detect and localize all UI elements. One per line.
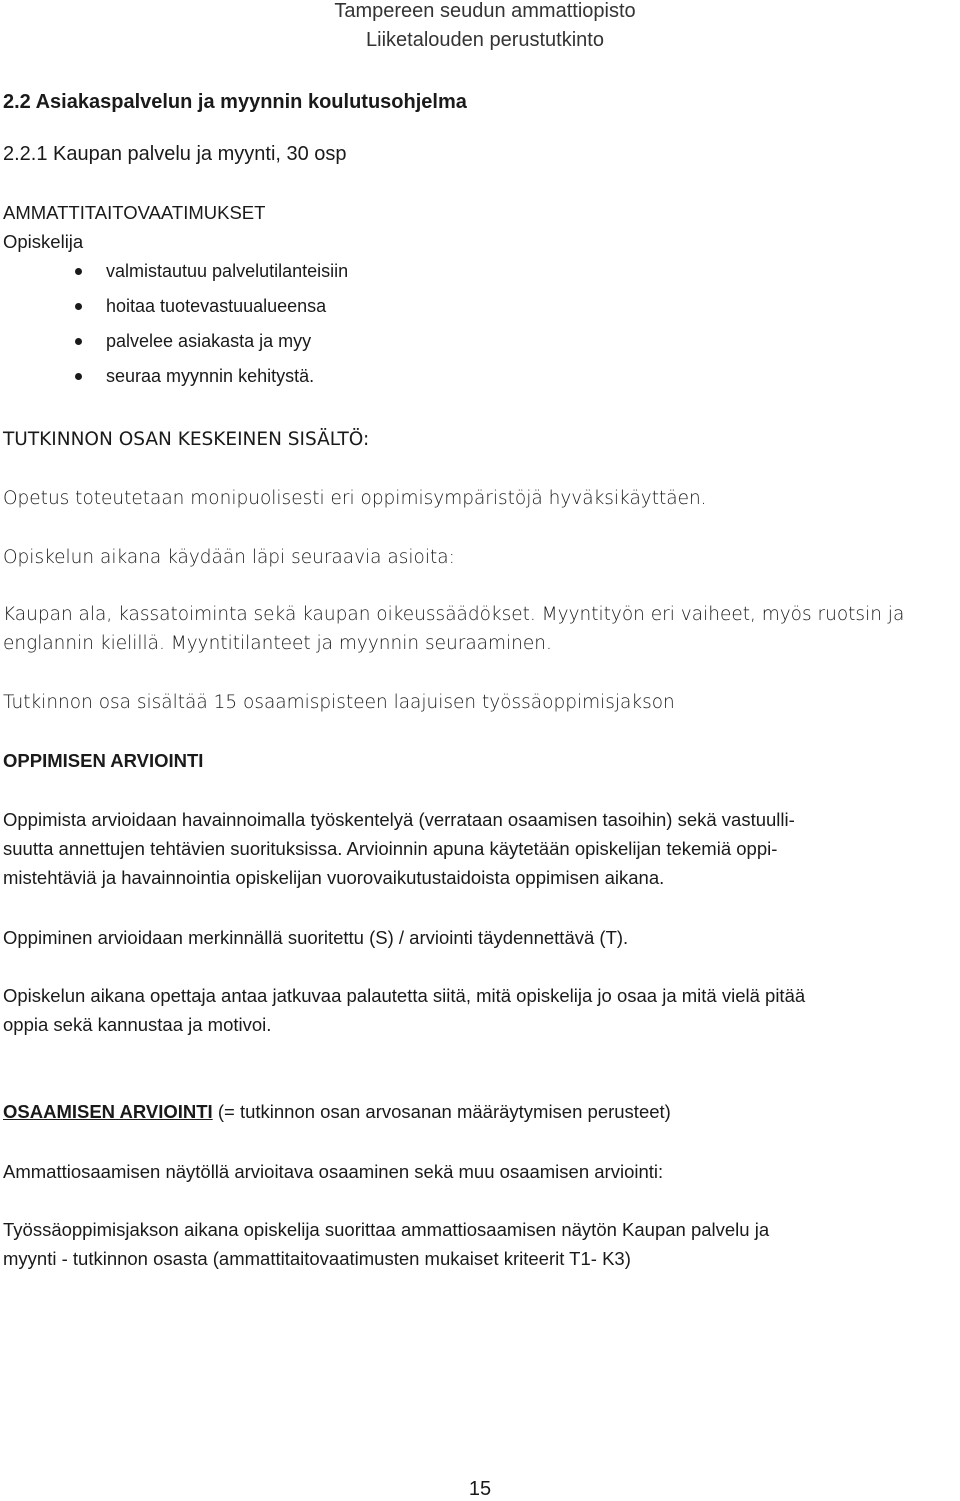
competence-heading-line [3, 1097, 946, 1126]
content-paragraph-1: Opetus toteutetaan monipuolisesti eri oppimisympäristöjä hyväksikäyttäen. [3, 488, 707, 509]
bullet-icon [75, 303, 82, 310]
bullet-icon [75, 373, 82, 380]
assessment-paragraph-1: Oppimista arvioidaan havainnoimalla työskentelyä (verrataan osaamisen tasoihin) sekä vastuulli- suutta annettujen tehtävien suorituksissa. Arvioinnin apuna käytetään opiskelijan tekemiä oppi- mistehtäviä ja havainnointia opiskelijan vuorovaikutustaidoista oppimisen aikana. [3, 809, 795, 888]
page-number: 15 [468, 1478, 492, 1500]
content-paragraph-3: Kaupan ala, kassatoiminta sekä kaupan oikeussäädökset. Myyntityön eri vaiheet, myös ruotsin ja englannin kielillä. Myyntitilanteet ja myynnin seuraaminen. [3, 604, 905, 654]
document-header [300, 0, 670, 55]
competence-heading: OSAAMISEN ARVIOINTI [3, 1101, 213, 1122]
competence-heading-suffix: (= tutkinnon osan arvosanan määräytymisen perusteet) [212, 1101, 671, 1122]
assessment-heading: OPPIMISEN ARVIOINTI [3, 750, 204, 771]
requirements-heading: AMMATTITAITOVAATIMUKSET [3, 202, 266, 223]
header-degree: Liiketalouden perustutkinto [366, 29, 604, 51]
section-title: 2.2 Asiakaspalvelun ja myynnin koulutusohjelma [3, 91, 467, 113]
content-paragraph-4: Tutkinnon osa sisältää 15 osaamispisteen laajuisen työssäoppimisjakson [3, 692, 675, 713]
competence-paragraph-1: Ammattiosaamisen näytöllä arvioitava osaaminen sekä muu osaamisen arviointi: [3, 1161, 664, 1182]
requirements-subject: Opiskelija [3, 231, 84, 252]
bullet-icon [75, 338, 82, 345]
content-heading: TUTKINNON OSAN KESKEINEN SISÄLTÖ: [3, 429, 370, 450]
assessment-paragraph-2: Oppiminen arvioidaan merkinnällä suoritettu (S) / arviointi täydennettävä (T). [3, 927, 629, 948]
subsection-title: 2.2.1 Kaupan palvelu ja myynti, 30 osp [3, 143, 347, 165]
list-item: hoitaa tuotevastuualueensa [0, 289, 960, 324]
list-item: valmistautuu palvelutilanteisiin [0, 254, 960, 289]
requirements-list [0, 254, 960, 394]
content-paragraph-2: Opiskelun aikana käydään läpi seuraavia asioita: [3, 547, 455, 568]
list-item: seuraa myynnin kehitystä. [0, 359, 960, 394]
bullet-icon [75, 268, 82, 275]
assessment-paragraph-3: Opiskelun aikana opettaja antaa jatkuvaa palautetta siitä, mitä opiskelija jo osaa ja mitä vielä pitää oppia sekä kannustaa ja motivoi. [3, 985, 806, 1035]
header-institution: Tampereen seudun ammattiopisto [334, 0, 636, 22]
list-item: palvelee asiakasta ja myy [0, 324, 960, 359]
competence-paragraph-2: Työssäoppimisjakson aikana opiskelija suorittaa ammattiosaamisen näytön Kaupan palvelu ja myynti - tutkinnon osasta (ammattitaitovaatimusten mukaiset kriteerit T1- K3) [3, 1219, 770, 1269]
